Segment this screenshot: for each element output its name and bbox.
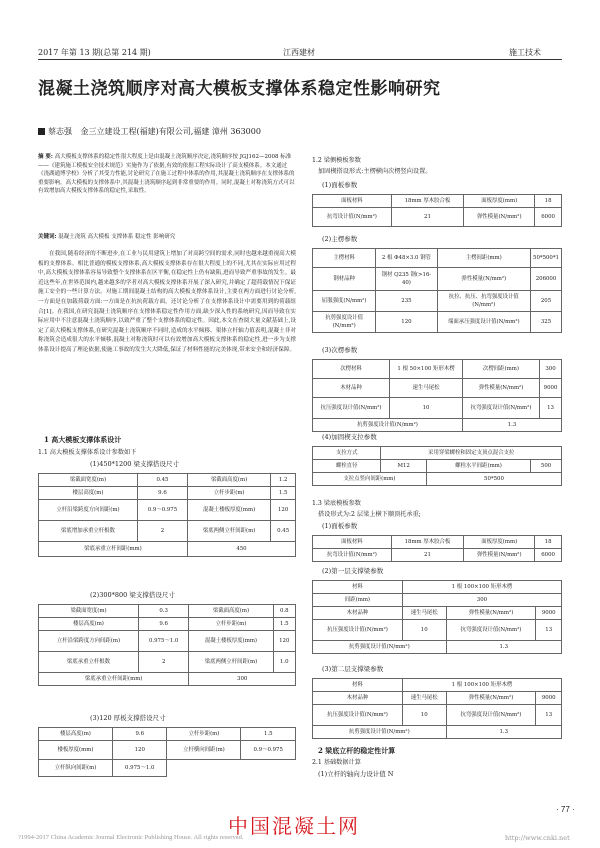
table-cell: 9000 — [536, 692, 562, 705]
table-cell: 300 — [189, 673, 296, 686]
table-row — [313, 620, 562, 641]
author-name: 蔡志强 — [48, 127, 72, 136]
second-layer-beam-table — [312, 678, 562, 739]
table-cell: 1.3 — [462, 419, 561, 432]
table-cell: 速生马尾松 — [402, 607, 446, 620]
journal-name: 江西建材 — [283, 48, 315, 57]
table-3-caption: (3)120 厚板支撑搭设尺寸 — [90, 714, 166, 722]
side-panel-table — [312, 194, 562, 227]
section-1-1-title: 1.1 高大模板支撑体系设计参数如下 — [38, 449, 137, 456]
tie-support-table — [312, 446, 562, 486]
slab-120-table — [38, 727, 296, 777]
table-cell: 弹性模量(N/mm²) — [446, 607, 536, 620]
abstract-label: 摘 要: — [38, 154, 53, 160]
table-row — [39, 487, 296, 500]
table-cell: 抗弯设计值(N/mm²) — [313, 549, 392, 562]
table-cell: 2 — [138, 521, 188, 542]
table-cell: 0.3 — [138, 605, 188, 618]
table-cell: 间距(mm) — [313, 594, 403, 607]
table-row — [39, 474, 296, 487]
author-marker-icon — [38, 128, 45, 135]
section-1-3-title: 1.3 梁底模板参数 — [312, 500, 361, 507]
table-row — [313, 679, 562, 692]
table-cell: 抗弯强度设计值(N/mm²) — [446, 620, 536, 641]
table-row — [313, 460, 562, 473]
section-2-1-title: 2.1 基础数据计算 — [312, 759, 361, 766]
table-cell: 300 — [540, 360, 562, 379]
table-cell: 1.3 — [446, 641, 561, 654]
keywords-label: 关键词: — [38, 234, 57, 240]
table-cell: 50*500 — [426, 473, 561, 486]
table-cell: 325 — [531, 312, 562, 333]
table-cell: 206000 — [531, 268, 562, 291]
table-cell: 螺栓水平间距(mm) — [426, 460, 530, 473]
table-cell: 120 — [376, 312, 437, 333]
table-cell: 弹性模量(N/mm²) — [446, 692, 536, 705]
table-cell: 1 根 100×100 矩形木楞 — [402, 679, 561, 692]
table-cell — [167, 760, 241, 777]
table-cell: 木材品种 — [313, 379, 390, 398]
table-cell: 混凝土楼板厚度(mm) — [187, 500, 270, 521]
table-cell: 梁截面高度(m) — [187, 474, 270, 487]
table-row — [313, 726, 562, 739]
table-cell: 9.6 — [138, 618, 188, 631]
table-cell: 10 — [402, 705, 446, 726]
table-row — [313, 398, 562, 419]
table-cell: 抗剪强度设计值(N/mm²) — [313, 419, 463, 432]
table-cell: 立杆纵向间距(m) — [39, 760, 113, 777]
table-row — [39, 631, 296, 652]
table-cell: 450 — [187, 542, 295, 557]
table-row — [313, 419, 562, 432]
table-cell: 材料 — [313, 581, 403, 594]
copyright-notice: ?1994-2017 China Academic Journal Electronic Publishing House. All rights reserved. — [18, 834, 244, 841]
table-cell: 1 根 50×100 矩形木楞 — [390, 360, 463, 379]
table-row — [39, 728, 296, 741]
table-cell: 1.3 — [446, 726, 561, 739]
page-number: · 77 · — [556, 805, 575, 814]
table-cell: 205 — [531, 291, 562, 312]
table-cell: 次楞间距(mm) — [462, 360, 539, 379]
table-cell: 500 — [531, 460, 562, 473]
table-cell: 楼层高度(m) — [39, 728, 113, 741]
table-cell: 1.0 — [273, 652, 295, 673]
table-cell: 9.6 — [138, 487, 188, 500]
table-cell: 0.45 — [138, 474, 188, 487]
cnki-link[interactable]: http://www.cnki.net — [505, 834, 570, 842]
section-2-title: 2 梁底立杆的稳定性计算 — [318, 746, 396, 755]
table-cell: 立杆沿梁跨度方向间距(m) — [39, 631, 139, 652]
table-cell: 弹性模量(N/mm²) — [462, 379, 539, 398]
table-cell: 300 — [402, 594, 561, 607]
section-1-2-desc: 加固楔搭设形式:主楞横向次楞竖向设置。 — [318, 168, 432, 175]
table-cell: 9000 — [536, 607, 562, 620]
table-row — [313, 291, 562, 312]
table-row — [39, 521, 296, 542]
table-cell: 面板厚度(mm) — [464, 536, 535, 549]
table-row — [313, 594, 562, 607]
side-table-4-caption: (4)加固楔支拉参数 — [322, 433, 377, 441]
section-1-title: 1 高大模板支撑体系设计 — [44, 435, 122, 444]
table-row — [39, 652, 296, 673]
table-cell: 支拉方式 — [313, 447, 381, 460]
table-cell: 10 — [390, 398, 463, 419]
issue-info: 2017 年第 13 期(总第 214 期) — [38, 48, 151, 57]
table-cell: 抗弯强度设计值(N/mm²) — [462, 398, 539, 419]
table-cell: 21 — [391, 208, 464, 227]
author-line — [38, 126, 261, 137]
table-row — [313, 360, 562, 379]
table-row — [39, 760, 296, 777]
table-cell: 抗弯强度设计值(N/mm²) — [446, 705, 536, 726]
table-cell: 梁底承重立杆间距(mm) — [39, 673, 189, 686]
table-cell: 速生马尾松 — [390, 379, 463, 398]
table-row — [39, 542, 296, 557]
table-cell: 面板材料 — [313, 536, 392, 549]
table-cell: 10 — [402, 620, 446, 641]
watermark-text: 中国混凝土网 — [228, 814, 360, 838]
table-cell: 0.975～1.0 — [138, 631, 188, 652]
table-cell: 主楞材料 — [313, 249, 376, 268]
table-row — [313, 705, 562, 726]
table-cell: 立杆沿梁跨度方向间距(m) — [39, 500, 138, 521]
first-layer-beam-table — [312, 580, 562, 654]
abstract-text: 高大模板支撑体系的稳定性很大程度上是由混凝土浇筑顺序决定,浇筑顺序按 JGJ162—2008 标准——《建筑施工模板安全技术规范》实施作为了依据,有效的依据工程实际设计了高支模体系。本文通过《浇湖通博学校》分析了其受力性能,讨论研究了在施工过程中体系的作用,其混凝土浇筑顺序在支撑体系的重要影响。高大模板的支撑体系中,其混凝土浇筑顺序起到非常重要的作用。同时,混凝土对称浇筑方式可以有效增加高大模板支撑体系的稳定性,采取性。 — [38, 154, 295, 195]
beam-450x1200-table — [38, 473, 296, 557]
bottom-table-3-caption: (3)第二层支撑梁参数 — [322, 665, 384, 673]
author-affiliation: 金三立建设工程(福建)有限公司,福建 漳州 363000 — [80, 127, 261, 136]
table-row — [39, 741, 296, 760]
table-cell: 6000 — [535, 549, 562, 562]
table-cell: 235 — [376, 291, 437, 312]
table-row — [39, 673, 296, 686]
header-rule — [38, 59, 562, 60]
table-row — [313, 379, 562, 398]
side-table-2-caption: (2)主楞参数 — [322, 235, 358, 243]
table-row — [39, 605, 296, 618]
section-1-3-desc: 搭设形式为:2 层梁上横下顺顶托承重; — [318, 511, 421, 518]
table-cell: 端面承压强度设计值(N/mm²) — [437, 312, 530, 333]
table-cell: 18mm 厚木胶合板 — [391, 195, 464, 208]
table-cell: 速生马尾松 — [402, 692, 446, 705]
table-cell: 0.9～0.975 — [241, 741, 296, 760]
table-cell: 梁底增加承重立杆根数 — [39, 521, 138, 542]
table-cell: 抗压强度设计值(N/mm²) — [313, 620, 403, 641]
table-cell: 50*500*1 — [531, 249, 562, 268]
table-row — [313, 447, 562, 460]
table-cell: 18mm 厚木胶合板 — [391, 536, 464, 549]
side-table-1-caption: (1)面板参数 — [322, 181, 358, 189]
table-cell: 混凝土楼板厚度(mm) — [189, 631, 273, 652]
table-row — [313, 249, 562, 268]
table-cell: 立杆步距(m) — [167, 728, 241, 741]
table-cell: 抗剪强度设计值(N/mm²) — [313, 641, 447, 654]
table-cell: 楼板厚度(mm) — [39, 741, 113, 760]
bottom-table-1-caption: (1)面板参数 — [322, 522, 358, 530]
table-cell: 0.8 — [273, 605, 295, 618]
table-cell: 立杆步距(m) — [189, 618, 273, 631]
keywords — [38, 232, 296, 240]
table-cell: 面板厚度(mm) — [464, 195, 535, 208]
table-cell: 0.975～1.0 — [112, 760, 167, 777]
intro-paragraph: 在我国,随着经济的不断进步,在工业与民用建筑上增加了对高跨空间的需求,同时也越来越重视高大模板的支撑体系。相比普通的模板支撑体系,高大模板支撑体系存在很大程度上的不同,尤其在实际应用过程中,高大模板支撑体系容易导致整个支撑体系在区平衡,在稳定性上仍有缺陷,进而导致严重事故的发生。最近这些年,在世界范围内,越来越多的学者对高大模板支撑体系开展了深入研究,并确定了超荷载情况下保证施工安全的一些计算方法。对施工期间混凝土结构的高大模板支撑体系设计,主要在两方面进行讨论分析,一方面是在加载荷载方面:一方面是在抗抗荷载方面。还讨论分析了在支撑体系设计中需要用到的荷载组合[1]。在我国,在研究混凝土浇筑顺序在支撑体系稳定性作用方面,缺少深入性的系统研究,因而导致在实际应用中不注意混凝土浇筑顺序,以致严重了整个支撑体系的稳定性。因此,本文在查阅大量文献基础上,设定了高大模板支撑体系,在研究混凝土浇筑顺序不同时,造成的水平倾移、架体立杆轴力值表明,混凝土非对称浇筑会造成很大的水平倾移,混凝土对称浇筑时可以有效增加高大模板支撑体系的稳定性,进一步为支撑体系设计提高了理论依据,使施工事故的发生大大降低,保证了材料性能的完美体现,带来安全和经济保障。 — [38, 251, 296, 353]
table-row — [313, 268, 562, 291]
beam-300x800-table — [38, 604, 296, 686]
table-cell: 梁底承重立杆间距(mm) — [39, 542, 188, 557]
table-cell: 1 根 100×100 矩形木楞 — [402, 581, 561, 594]
abstract — [38, 153, 296, 196]
table-row — [313, 607, 562, 620]
table-row — [313, 692, 562, 705]
main-joist-table — [312, 248, 562, 333]
table-cell: 抗弯设计值(N/mm²) — [313, 208, 392, 227]
table-row — [39, 500, 296, 521]
table-cell: 材料 — [313, 679, 403, 692]
table-cell: 主楞间距(mm) — [437, 249, 530, 268]
table-cell: 支拉点竖向间距(mm) — [313, 473, 427, 486]
bottom-panel-table — [312, 535, 562, 562]
table-cell: 18 — [535, 195, 562, 208]
table-cell: 梁底两侧立杆间距(m) — [189, 652, 273, 673]
table-cell: 120 — [273, 631, 295, 652]
table-cell: 钢材 Q235 钢(>16-40) — [376, 268, 437, 291]
table-cell: 抗压强度设计值(N/mm²) — [313, 705, 403, 726]
table-cell: 楼层高度(m) — [39, 618, 139, 631]
table-row — [313, 549, 562, 562]
table-cell: 1.5 — [273, 618, 295, 631]
table-cell: 1.5 — [271, 487, 296, 500]
table-cell: 立杆横向间距(m) — [167, 741, 241, 760]
table-cell: 弹性模量(N/mm²) — [464, 208, 535, 227]
intro-text — [38, 250, 296, 440]
table-cell: M12 — [381, 460, 427, 473]
table-cell: 120 — [271, 500, 296, 521]
table-cell: 钢材品种 — [313, 268, 376, 291]
table-cell: 屈服强度(N/mm²) — [313, 291, 376, 312]
table-cell: 2 根 Φ48×3.0 钢管 — [376, 249, 437, 268]
table-cell: 木材品种 — [313, 692, 403, 705]
table-cell: 立杆步距(m) — [187, 487, 270, 500]
table-cell: 梁底承重立杆根数 — [39, 652, 139, 673]
table-row — [313, 641, 562, 654]
table-cell: 木材品种 — [313, 607, 403, 620]
table-cell: 弹性模量(N/mm²) — [464, 549, 535, 562]
paper-title: 混凝土浇筑顺序对高大模板支撑体系稳定性影响研究 — [38, 79, 441, 99]
table-cell — [241, 760, 296, 777]
table-cell: 2 — [138, 652, 188, 673]
table-row — [313, 312, 562, 333]
table-cell: 13 — [536, 705, 562, 726]
table-cell: 6000 — [535, 208, 562, 227]
table-cell: 螺栓直径 — [313, 460, 381, 473]
table-cell: 梁截面宽度(m) — [39, 605, 139, 618]
table-cell: 弹性模量(N/mm²) — [437, 268, 530, 291]
table-cell: 梁底两侧立杆间距(m) — [187, 521, 270, 542]
table-cell: 0.45 — [271, 521, 296, 542]
section-name: 施工技术 — [509, 48, 541, 57]
table-cell: 1.5 — [241, 728, 296, 741]
table-2-caption: (2)300*800 梁支撑搭设尺寸 — [90, 591, 175, 599]
table-cell: 9.6 — [112, 728, 167, 741]
table-cell: 面板材料 — [313, 195, 392, 208]
table-cell: 120 — [112, 741, 167, 760]
table-cell: 梁截面高度(m) — [189, 605, 273, 618]
table-cell: 13 — [540, 398, 562, 419]
secondary-joist-table — [312, 359, 562, 432]
table-cell: 13 — [536, 620, 562, 641]
table-cell: 次楞材料 — [313, 360, 390, 379]
table-row — [313, 536, 562, 549]
table-row — [313, 581, 562, 594]
table-cell: 抗压强度设计值(N/mm²) — [313, 398, 390, 419]
table-row — [39, 618, 296, 631]
table-cell: 0.9～0.975 — [138, 500, 188, 521]
table-cell: 抗拉、抗压、抗弯强度设计值(N/mm²) — [437, 291, 530, 312]
table-cell: 抗剪强度设计值(N/mm²) — [313, 312, 376, 333]
keywords-text: 混凝土浇筑 高大模板 支撑体系 稳定性 影响研究 — [58, 234, 176, 240]
table-cell: 18 — [535, 536, 562, 549]
table-cell: 21 — [391, 549, 464, 562]
section-1-2-title: 1.2 梁侧模板参数 — [312, 157, 361, 164]
table-cell: 梁截面宽度(m) — [39, 474, 138, 487]
table-row — [313, 208, 562, 227]
table-row — [313, 473, 562, 486]
side-table-3-caption: (3)次楞参数 — [322, 346, 358, 354]
table-cell: 采用穿梁螺栓和固定支顶点混合支拉 — [381, 447, 562, 460]
table-cell: 抗剪强度设计值(N/mm²) — [313, 726, 447, 739]
table-cell: 楼层高度(m) — [39, 487, 138, 500]
table-cell: 9000 — [540, 379, 562, 398]
bottom-table-2-caption: (2)第一层支撑梁参数 — [322, 567, 384, 575]
section-2-1-item: (1)立杆的轴向力设计值 N — [318, 770, 394, 778]
table-row — [313, 195, 562, 208]
table-1-caption: (1)450*1200 梁支撑搭设尺寸 — [90, 460, 179, 468]
table-cell: 1.2 — [271, 474, 296, 487]
